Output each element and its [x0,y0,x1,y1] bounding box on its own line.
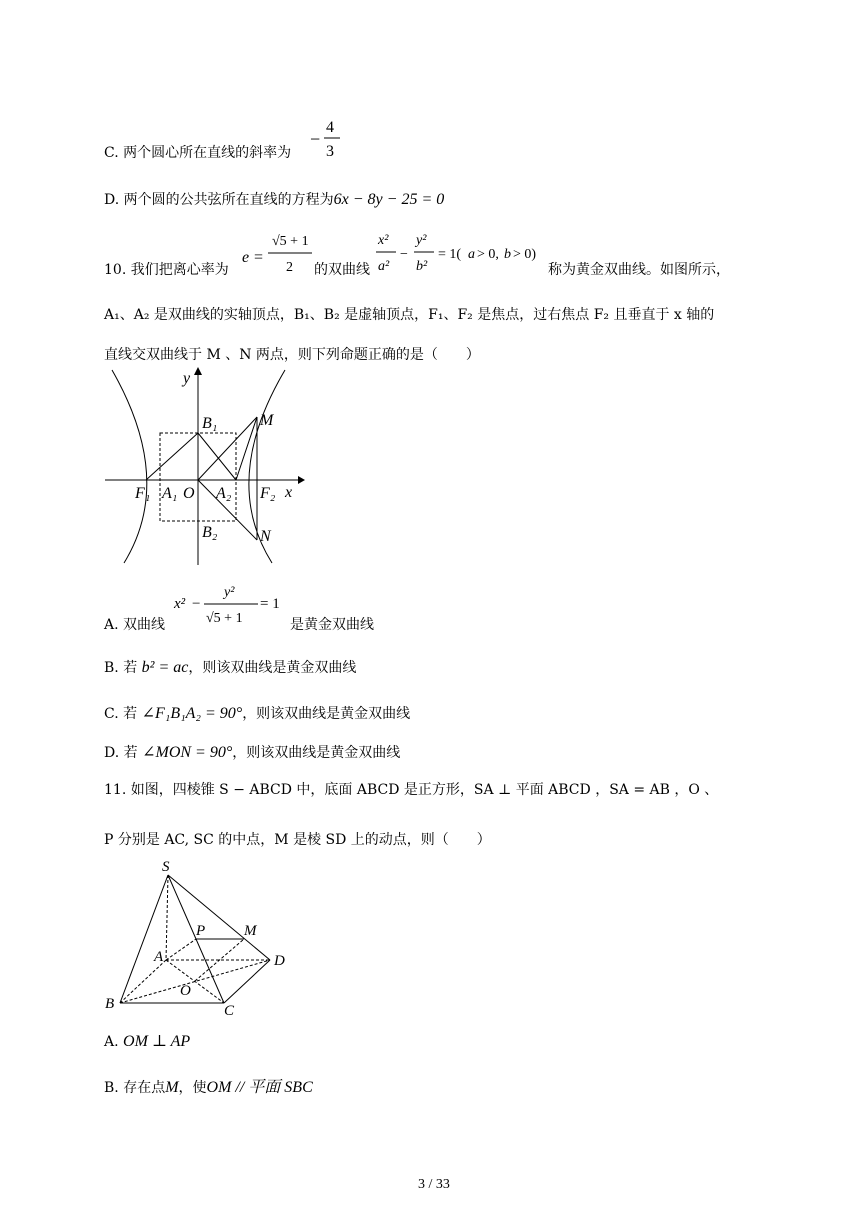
label-m2: M [244,923,257,939]
svg-text:x²: x² [378,233,389,248]
label-x: x [285,484,293,501]
label-n: N [260,528,271,545]
hyperbola-equation [374,226,549,285]
q10-part2: 的双曲线 [314,262,370,278]
svg-text:a: a [468,247,475,262]
q10-option-a: A. 双曲线 [104,617,166,633]
label-c: C [224,1003,235,1019]
svg-text:√5 + 1: √5 + 1 [272,234,309,249]
svg-text:e: e [242,249,250,266]
label-b1: B₁ [202,415,218,432]
chord-equation: 6x − 8y − 25 = 0 [333,191,445,208]
svg-text:−: − [192,596,201,612]
label-y: y [183,370,191,387]
svg-text:4: 4 [326,119,334,136]
svg-text:x²: x² [174,596,186,612]
svg-text:−: − [400,247,408,262]
svg-text:> 0): > 0) [513,247,537,262]
q11-line2: P 分别是 AC, SC 的中点，M 是棱 SD 上的动点，则（ ） [104,832,491,848]
label-o: O [183,485,195,502]
pyramid-figure [100,855,300,1029]
q11-option-a: A. OM ⊥ AP [104,1033,191,1050]
svg-text:y²: y² [416,233,427,248]
q10-line1: 10. 我们把离心率为 [104,262,229,278]
eccentricity-formula [240,226,315,285]
label-b: B [105,996,115,1012]
label-m: M [260,412,274,429]
svg-text:√5 + 1: √5 + 1 [206,611,243,626]
label-p: P [196,923,206,939]
svg-text:−: − [310,129,321,149]
label-f2: F₂ [260,485,276,502]
label-s: S [162,859,170,875]
hyperbola-figure [100,365,305,574]
q11-option-b: B. 存在点M，使OM // 平面 SBC [104,1079,313,1096]
label-a2: A₂ [216,485,232,502]
svg-text:b²: b² [416,259,428,274]
svg-text:a²: a² [378,259,390,274]
svg-text:> 0,: > 0, [477,247,499,262]
option-c-text: 两个圆心所在直线的斜率为 [123,145,292,161]
svg-text:2: 2 [286,260,293,275]
q10-option-b: B. 若 b² = ac，则该双曲线是黄金双曲线 [104,659,357,676]
label-d: D [274,953,285,969]
q10-line3: 直线交双曲线于 M 、N 两点，则下列命题正确的是（ ） [104,347,480,363]
q10-option-c: C. 若 ∠F₁B₁A₂ = 90°，则该双曲线是黄金双曲线 [104,705,411,722]
option-a-equation [172,582,284,636]
q10-part3: 称为黄金双曲线。如图所示， [548,262,730,278]
label-o2: O [180,983,191,999]
svg-text:y²: y² [224,585,235,600]
q10-line2: A₁、A₂ 是双曲线的实轴顶点，B₁、B₂ 是虚轴顶点，F₁、F₂ 是焦点，过右焦点 F₂ 且垂直于 x 轴的 [104,307,715,323]
label-a: A [154,949,164,965]
option-c-prev: C. 两个圆心所在直线的斜率为 [104,145,292,161]
label-b2: B₂ [202,524,218,541]
slope-fraction [308,114,348,168]
q11-line1: 11. 如图，四棱锥 S − ABCD 中，底面 ABCD 是正方形，SA ⊥ 平面 ABCD ，SA = AB ，O 、 [104,782,719,798]
option-d-prev: D. 两个圆的公共弦所在直线的方程为6x − 8y − 25 = 0 [104,191,445,208]
label-f1: F₁ [135,485,151,502]
svg-text:= 1: = 1 [260,596,280,612]
svg-text:b: b [504,247,511,262]
svg-text:=: = [254,249,264,266]
svg-text:3: 3 [326,143,334,160]
q10-option-d: D. 若 ∠MON = 90°，则该双曲线是黄金双曲线 [104,744,401,761]
label-a1: A₁ [162,485,178,502]
page-number: 3 / 33 [418,1177,450,1192]
svg-text:= 1(: = 1( [438,247,462,262]
